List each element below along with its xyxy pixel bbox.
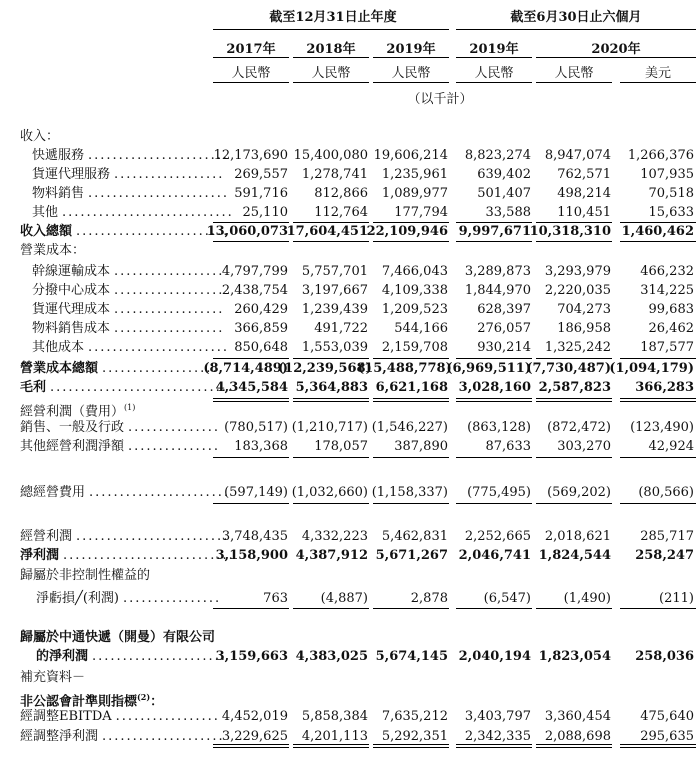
row-label-text: 幹線運輸成本 — [32, 264, 111, 279]
row-label — [32, 166, 110, 184]
cell-value: 10,318,310 — [529, 224, 611, 239]
cell-value: 2,587,823 — [538, 380, 611, 395]
col6-bottom-rule — [620, 82, 696, 83]
unit-note: （以千計） — [407, 92, 473, 107]
cell-value: 5,364,883 — [295, 380, 368, 395]
row-label — [20, 484, 85, 502]
cell-value: 5,858,384 — [301, 709, 368, 724]
cell-value: 2,046,741 — [458, 548, 531, 563]
currency-col5: 人民幣 — [554, 66, 594, 81]
cell-value: 70,518 — [648, 186, 694, 201]
total-rule — [620, 401, 696, 402]
row-label — [20, 728, 98, 746]
row-label-text: 經調整EBITDA — [20, 709, 112, 724]
currency-col4: 人民幣 — [474, 66, 514, 81]
cell-value: 1,823,054 — [538, 649, 611, 664]
cell-value: 3,360,454 — [544, 709, 611, 724]
row-label-text: 歸屬於非控制性權益的 — [20, 568, 151, 583]
row-label — [20, 419, 124, 437]
cell-value: 1,266,376 — [627, 148, 694, 163]
cell-value: 1,553,039 — [301, 340, 368, 355]
row-label — [32, 263, 110, 281]
total-rule — [536, 503, 612, 504]
total-rule — [620, 358, 696, 359]
col1-bottom-rule — [213, 82, 289, 83]
total-rule — [213, 398, 289, 399]
cell-value: 8,823,274 — [464, 148, 531, 163]
cell-value: 1,089,977 — [381, 186, 448, 201]
dot-leader: ............... — [128, 420, 221, 435]
cell-value: 3,197,667 — [301, 283, 368, 298]
cell-value: 276,057 — [477, 321, 531, 336]
row-label — [32, 204, 58, 222]
row-label-text: 收入： — [20, 129, 60, 144]
label-suffix: ： — [150, 694, 164, 710]
row-label-text: 的淨利潤 — [36, 649, 89, 664]
cell-value: 110,451 — [557, 205, 611, 220]
cell-value: 177,794 — [394, 205, 448, 220]
cell-value: 87,633 — [485, 439, 531, 454]
row-label — [36, 590, 119, 608]
row-label-text: 物料銷售成本 — [32, 321, 111, 336]
cell-value: 591,716 — [234, 186, 288, 201]
dot-leader: .............................. — [50, 380, 234, 395]
cell-value: 295,635 — [640, 729, 694, 744]
cell-value: (4,887) — [320, 591, 368, 606]
col3-rule — [373, 57, 449, 58]
dot-leader: .................. — [114, 167, 225, 182]
currency-col6: 美元 — [644, 66, 671, 81]
cell-value: 4,332,223 — [301, 529, 368, 544]
cell-value: 3,289,873 — [464, 264, 531, 279]
total-rule — [293, 608, 369, 609]
cell-value: 112,764 — [314, 205, 368, 220]
total-rule — [620, 503, 696, 504]
total-rule — [620, 241, 696, 242]
total-rule — [620, 457, 696, 458]
total-rule — [213, 457, 289, 458]
cell-value: 4,201,113 — [301, 729, 368, 744]
row-label — [20, 547, 59, 565]
row-label-text: 分撥中心成本 — [32, 283, 111, 298]
cell-value: 704,273 — [557, 302, 611, 317]
dot-leader: ............................ — [63, 548, 235, 563]
cell-value: 7,466,043 — [381, 264, 448, 279]
cell-value: (12,239,568) — [278, 361, 372, 376]
currency-col2: 人民幣 — [311, 66, 351, 81]
total-rule — [456, 744, 532, 745]
cell-value: 4,452,019 — [221, 709, 288, 724]
total-rule — [213, 358, 289, 359]
cell-value: (211) — [659, 591, 694, 606]
annual-header-rule — [213, 29, 449, 30]
row-label — [32, 339, 84, 357]
row-label-text: 營業成本總額 — [20, 361, 99, 376]
halfyear-header-rule — [456, 29, 696, 30]
cell-value: (80,566) — [638, 485, 694, 500]
cell-value: 5,292,351 — [381, 729, 448, 744]
cell-value: 12,173,690 — [213, 148, 288, 163]
cell-value: 42,924 — [648, 439, 694, 454]
total-rule — [536, 744, 612, 745]
row-label — [20, 629, 215, 647]
cell-value: 2,438,754 — [221, 283, 288, 298]
cell-value: 258,247 — [635, 548, 694, 563]
row-label-text: 銷售、一般及行政 — [20, 420, 125, 435]
cell-value: 2,878 — [410, 591, 448, 606]
total-rule — [456, 747, 532, 748]
row-label-text: 其他經營利潤淨額 — [20, 439, 125, 454]
cell-value: (863,128) — [467, 420, 531, 435]
cell-value: (1,094,179) — [609, 361, 694, 376]
row-label — [32, 320, 110, 338]
row-label-text: 淨利潤 — [20, 548, 60, 563]
col5-rule — [536, 57, 696, 58]
row-label — [20, 223, 72, 241]
cell-value: 850,648 — [234, 340, 288, 355]
col4-rule — [456, 57, 532, 58]
cell-value: 3,403,797 — [464, 709, 531, 724]
row-label — [32, 147, 84, 165]
cell-value: 1,824,544 — [538, 548, 611, 563]
total-rule — [620, 608, 696, 609]
cell-value: (569,202) — [547, 485, 611, 500]
total-rule — [373, 358, 449, 359]
dot-leader: ....................... — [89, 485, 231, 500]
half-2019-header: 2019年 — [469, 42, 519, 57]
row-label — [32, 301, 110, 319]
cell-value: 387,890 — [394, 439, 448, 454]
cell-value: 3,159,663 — [215, 649, 288, 664]
row-label-text: 營業成本： — [20, 243, 86, 258]
cell-value: 1,239,439 — [301, 302, 368, 317]
total-rule — [456, 457, 532, 458]
col2-bottom-rule — [293, 82, 369, 83]
total-rule — [456, 503, 532, 504]
row-label-text: 經營利潤 — [20, 529, 73, 544]
cell-value: 3,229,625 — [221, 729, 288, 744]
cell-value: 2,252,665 — [464, 529, 531, 544]
row-label — [32, 282, 110, 300]
total-rule — [213, 503, 289, 504]
dot-leader: .................... — [102, 729, 225, 744]
row-label — [20, 379, 46, 397]
total-rule — [456, 222, 532, 223]
dot-leader: ......................... — [76, 224, 230, 239]
dot-leader: .................. — [114, 283, 225, 298]
cell-value: 3,748,435 — [221, 529, 288, 544]
dot-leader: ....................... — [88, 148, 230, 163]
total-rule — [213, 744, 289, 745]
cell-value: (1,210,717) — [291, 420, 368, 435]
cell-value: 187,577 — [640, 340, 694, 355]
dot-leader: ............... — [128, 439, 221, 454]
row-label-text: 其他 — [32, 205, 59, 220]
dot-leader: ...................... — [92, 649, 227, 664]
dot-leader: ....................... — [88, 186, 230, 201]
row-label — [20, 567, 150, 585]
dot-leader: ................ — [122, 591, 222, 606]
cell-value: 501,407 — [477, 186, 531, 201]
total-rule — [293, 747, 369, 748]
cell-value: 314,225 — [640, 283, 694, 298]
cell-value: 15,633 — [648, 205, 694, 220]
total-rule — [620, 747, 696, 748]
total-rule — [293, 401, 369, 402]
cell-value: (1,490) — [563, 591, 611, 606]
col4-bottom-rule — [456, 82, 532, 83]
cell-value: (15,488,778) — [358, 361, 452, 376]
cell-value: 17,604,451 — [286, 224, 368, 239]
halfyear-period-header: 截至6月30日止六個月 — [510, 10, 642, 25]
cell-value: 8,947,074 — [544, 148, 611, 163]
total-rule — [293, 503, 369, 504]
cell-value: 4,797,799 — [221, 264, 288, 279]
total-rule — [536, 747, 612, 748]
cell-value: 475,640 — [640, 709, 694, 724]
total-rule — [213, 401, 289, 402]
cell-value: (872,472) — [547, 420, 611, 435]
total-rule — [213, 222, 289, 223]
cell-value: 303,270 — [557, 439, 611, 454]
cell-value: 6,621,168 — [375, 380, 448, 395]
row-label-text: 經營利潤（費用） — [20, 404, 125, 420]
cell-value: (597,149) — [224, 485, 288, 500]
cell-value: 3,293,979 — [544, 264, 611, 279]
cell-value: 812,866 — [314, 186, 368, 201]
row-label-text: 歸屬於中通快遞（開曼）有限公司 — [20, 630, 216, 645]
row-label — [20, 669, 85, 687]
dot-leader: ....................... — [88, 340, 230, 355]
cell-value: 260,429 — [234, 302, 288, 317]
total-rule — [620, 744, 696, 745]
cell-value: 1,325,242 — [544, 340, 611, 355]
row-label-text: 補充資料－ — [20, 670, 86, 685]
cell-value: (6,969,511) — [446, 361, 531, 376]
cell-value: 183,368 — [234, 439, 288, 454]
cell-value: 491,722 — [314, 321, 368, 336]
cell-value: 5,462,831 — [381, 529, 448, 544]
cell-value: 5,674,145 — [375, 649, 448, 664]
total-rule — [536, 398, 612, 399]
col5-bottom-rule — [536, 82, 612, 83]
total-rule — [373, 608, 449, 609]
dot-leader: ............................ — [62, 205, 234, 220]
cell-value: 4,345,584 — [215, 380, 288, 395]
dot-leader: .................. — [114, 264, 225, 279]
total-rule — [373, 457, 449, 458]
cell-value: 544,166 — [394, 321, 448, 336]
row-label — [36, 648, 88, 666]
total-rule — [456, 401, 532, 402]
cell-value: 7,635,212 — [381, 709, 448, 724]
cell-value: 2,342,335 — [464, 729, 531, 744]
row-label-text: 其他成本 — [32, 340, 85, 355]
total-rule — [536, 358, 612, 359]
row-label-text: 淨虧損╱(利潤) — [36, 591, 119, 606]
row-label — [20, 708, 112, 726]
row-label-text: 毛利 — [20, 380, 47, 395]
cell-value: 2,088,698 — [544, 729, 611, 744]
cell-value: 5,757,701 — [301, 264, 368, 279]
cell-value: 628,397 — [477, 302, 531, 317]
total-rule — [620, 398, 696, 399]
cell-value: 3,158,900 — [215, 548, 288, 563]
cell-value: 2,040,194 — [458, 649, 531, 664]
row-label — [20, 360, 98, 378]
year-2017-header: 2017年 — [226, 42, 276, 57]
dot-leader: .................. — [114, 321, 225, 336]
cell-value: 5,671,267 — [375, 548, 448, 563]
cell-value: 4,109,338 — [381, 283, 448, 298]
dot-leader: ......................... — [76, 529, 230, 544]
total-rule — [456, 241, 532, 242]
cell-value: 9,997,671 — [458, 224, 531, 239]
row-label — [20, 128, 59, 146]
dot-leader: .................. — [114, 302, 225, 317]
cell-value: (1,158,337) — [371, 485, 448, 500]
cell-value: 4,387,912 — [295, 548, 368, 563]
annual-period-header: 截至12月31日止年度 — [269, 10, 397, 25]
cell-value: 1,460,462 — [621, 224, 694, 239]
cell-value: 26,462 — [648, 321, 694, 336]
total-rule — [536, 222, 612, 223]
row-label — [20, 528, 72, 546]
total-rule — [620, 222, 696, 223]
col3-bottom-rule — [373, 82, 449, 83]
year-2018-header: 2018年 — [306, 42, 356, 57]
currency-col3: 人民幣 — [391, 66, 431, 81]
total-rule — [293, 358, 369, 359]
col1-rule — [213, 57, 289, 58]
cell-value: 366,283 — [635, 380, 694, 395]
row-label-text: 總經營費用 — [20, 485, 86, 500]
cell-value: 498,214 — [557, 186, 611, 201]
cell-value: (6,547) — [483, 591, 531, 606]
row-label-text: 貨運代理服務 — [32, 167, 111, 182]
total-rule — [373, 222, 449, 223]
total-rule — [373, 398, 449, 399]
cell-value: 15,400,080 — [293, 148, 368, 163]
cell-value: 763 — [263, 591, 288, 606]
cell-value: 639,402 — [477, 167, 531, 182]
cell-value: 107,935 — [640, 167, 694, 182]
row-label-text: 物料銷售 — [32, 186, 85, 201]
cell-value: (1,546,227) — [371, 420, 448, 435]
cell-value: 4,383,025 — [295, 649, 368, 664]
cell-value: 2,220,035 — [544, 283, 611, 298]
col2-rule — [293, 57, 369, 58]
cell-value: 99,683 — [648, 302, 694, 317]
half-2020-header: 2020年 — [591, 42, 641, 57]
cell-value: (7,730,487) — [526, 361, 611, 376]
cell-value: 258,036 — [635, 649, 694, 664]
total-rule — [373, 241, 449, 242]
dot-leader: ................. — [115, 709, 220, 724]
row-label-text: 非公認會計準則指標 — [20, 694, 138, 710]
row-label-text: 經調整淨利潤 — [20, 729, 99, 744]
total-rule — [293, 457, 369, 458]
row-label — [32, 185, 84, 203]
cell-value: (8,714,489) — [203, 361, 288, 376]
row-label-text: 收入總額 — [20, 224, 73, 239]
cell-value: 2,018,621 — [544, 529, 611, 544]
cell-value: 3,028,160 — [458, 380, 531, 395]
cell-value: 13,060,073 — [206, 224, 288, 239]
cell-value: 930,214 — [477, 340, 531, 355]
cell-value: 25,110 — [242, 205, 288, 220]
row-label — [20, 399, 135, 421]
total-rule — [293, 222, 369, 223]
cell-value: 366,859 — [234, 321, 288, 336]
footnote-marker: (1) — [124, 403, 136, 412]
cell-value: 1,278,741 — [301, 167, 368, 182]
total-rule — [536, 608, 612, 609]
total-rule — [293, 241, 369, 242]
year-2019-header: 2019年 — [386, 42, 436, 57]
total-rule — [293, 744, 369, 745]
total-rule — [456, 358, 532, 359]
cell-value: 178,057 — [314, 439, 368, 454]
row-label — [20, 438, 124, 456]
total-rule — [536, 241, 612, 242]
cell-value: 186,958 — [557, 321, 611, 336]
cell-value: 33,588 — [485, 205, 531, 220]
cell-value: 22,109,946 — [366, 224, 448, 239]
total-rule — [373, 747, 449, 748]
cell-value: (1,032,660) — [291, 485, 368, 500]
total-rule — [213, 241, 289, 242]
total-rule — [213, 747, 289, 748]
cell-value: 285,717 — [640, 529, 694, 544]
cell-value: 2,159,708 — [381, 340, 448, 355]
dot-leader: .................... — [102, 361, 225, 376]
footnote-marker: (2) — [137, 692, 151, 702]
cell-value: 1,209,523 — [381, 302, 448, 317]
total-rule — [536, 401, 612, 402]
row-label — [20, 242, 85, 260]
total-rule — [456, 398, 532, 399]
cell-value: 19,606,214 — [373, 148, 448, 163]
total-rule — [456, 608, 532, 609]
cell-value: (780,517) — [224, 420, 288, 435]
cell-value: (123,490) — [630, 420, 694, 435]
total-rule — [373, 503, 449, 504]
currency-col1: 人民幣 — [231, 66, 271, 81]
cell-value: 1,235,961 — [381, 167, 448, 182]
row-label-text: 貨運代理成本 — [32, 302, 111, 317]
total-rule — [536, 457, 612, 458]
cell-value: 762,571 — [557, 167, 611, 182]
cell-value: 1,844,970 — [464, 283, 531, 298]
total-rule — [213, 608, 289, 609]
cell-value: 466,232 — [640, 264, 694, 279]
total-rule — [373, 401, 449, 402]
cell-value: (775,495) — [467, 485, 531, 500]
row-label-text: 快遞服務 — [32, 148, 85, 163]
total-rule — [293, 398, 369, 399]
cell-value: 269,557 — [234, 167, 288, 182]
total-rule — [373, 744, 449, 745]
